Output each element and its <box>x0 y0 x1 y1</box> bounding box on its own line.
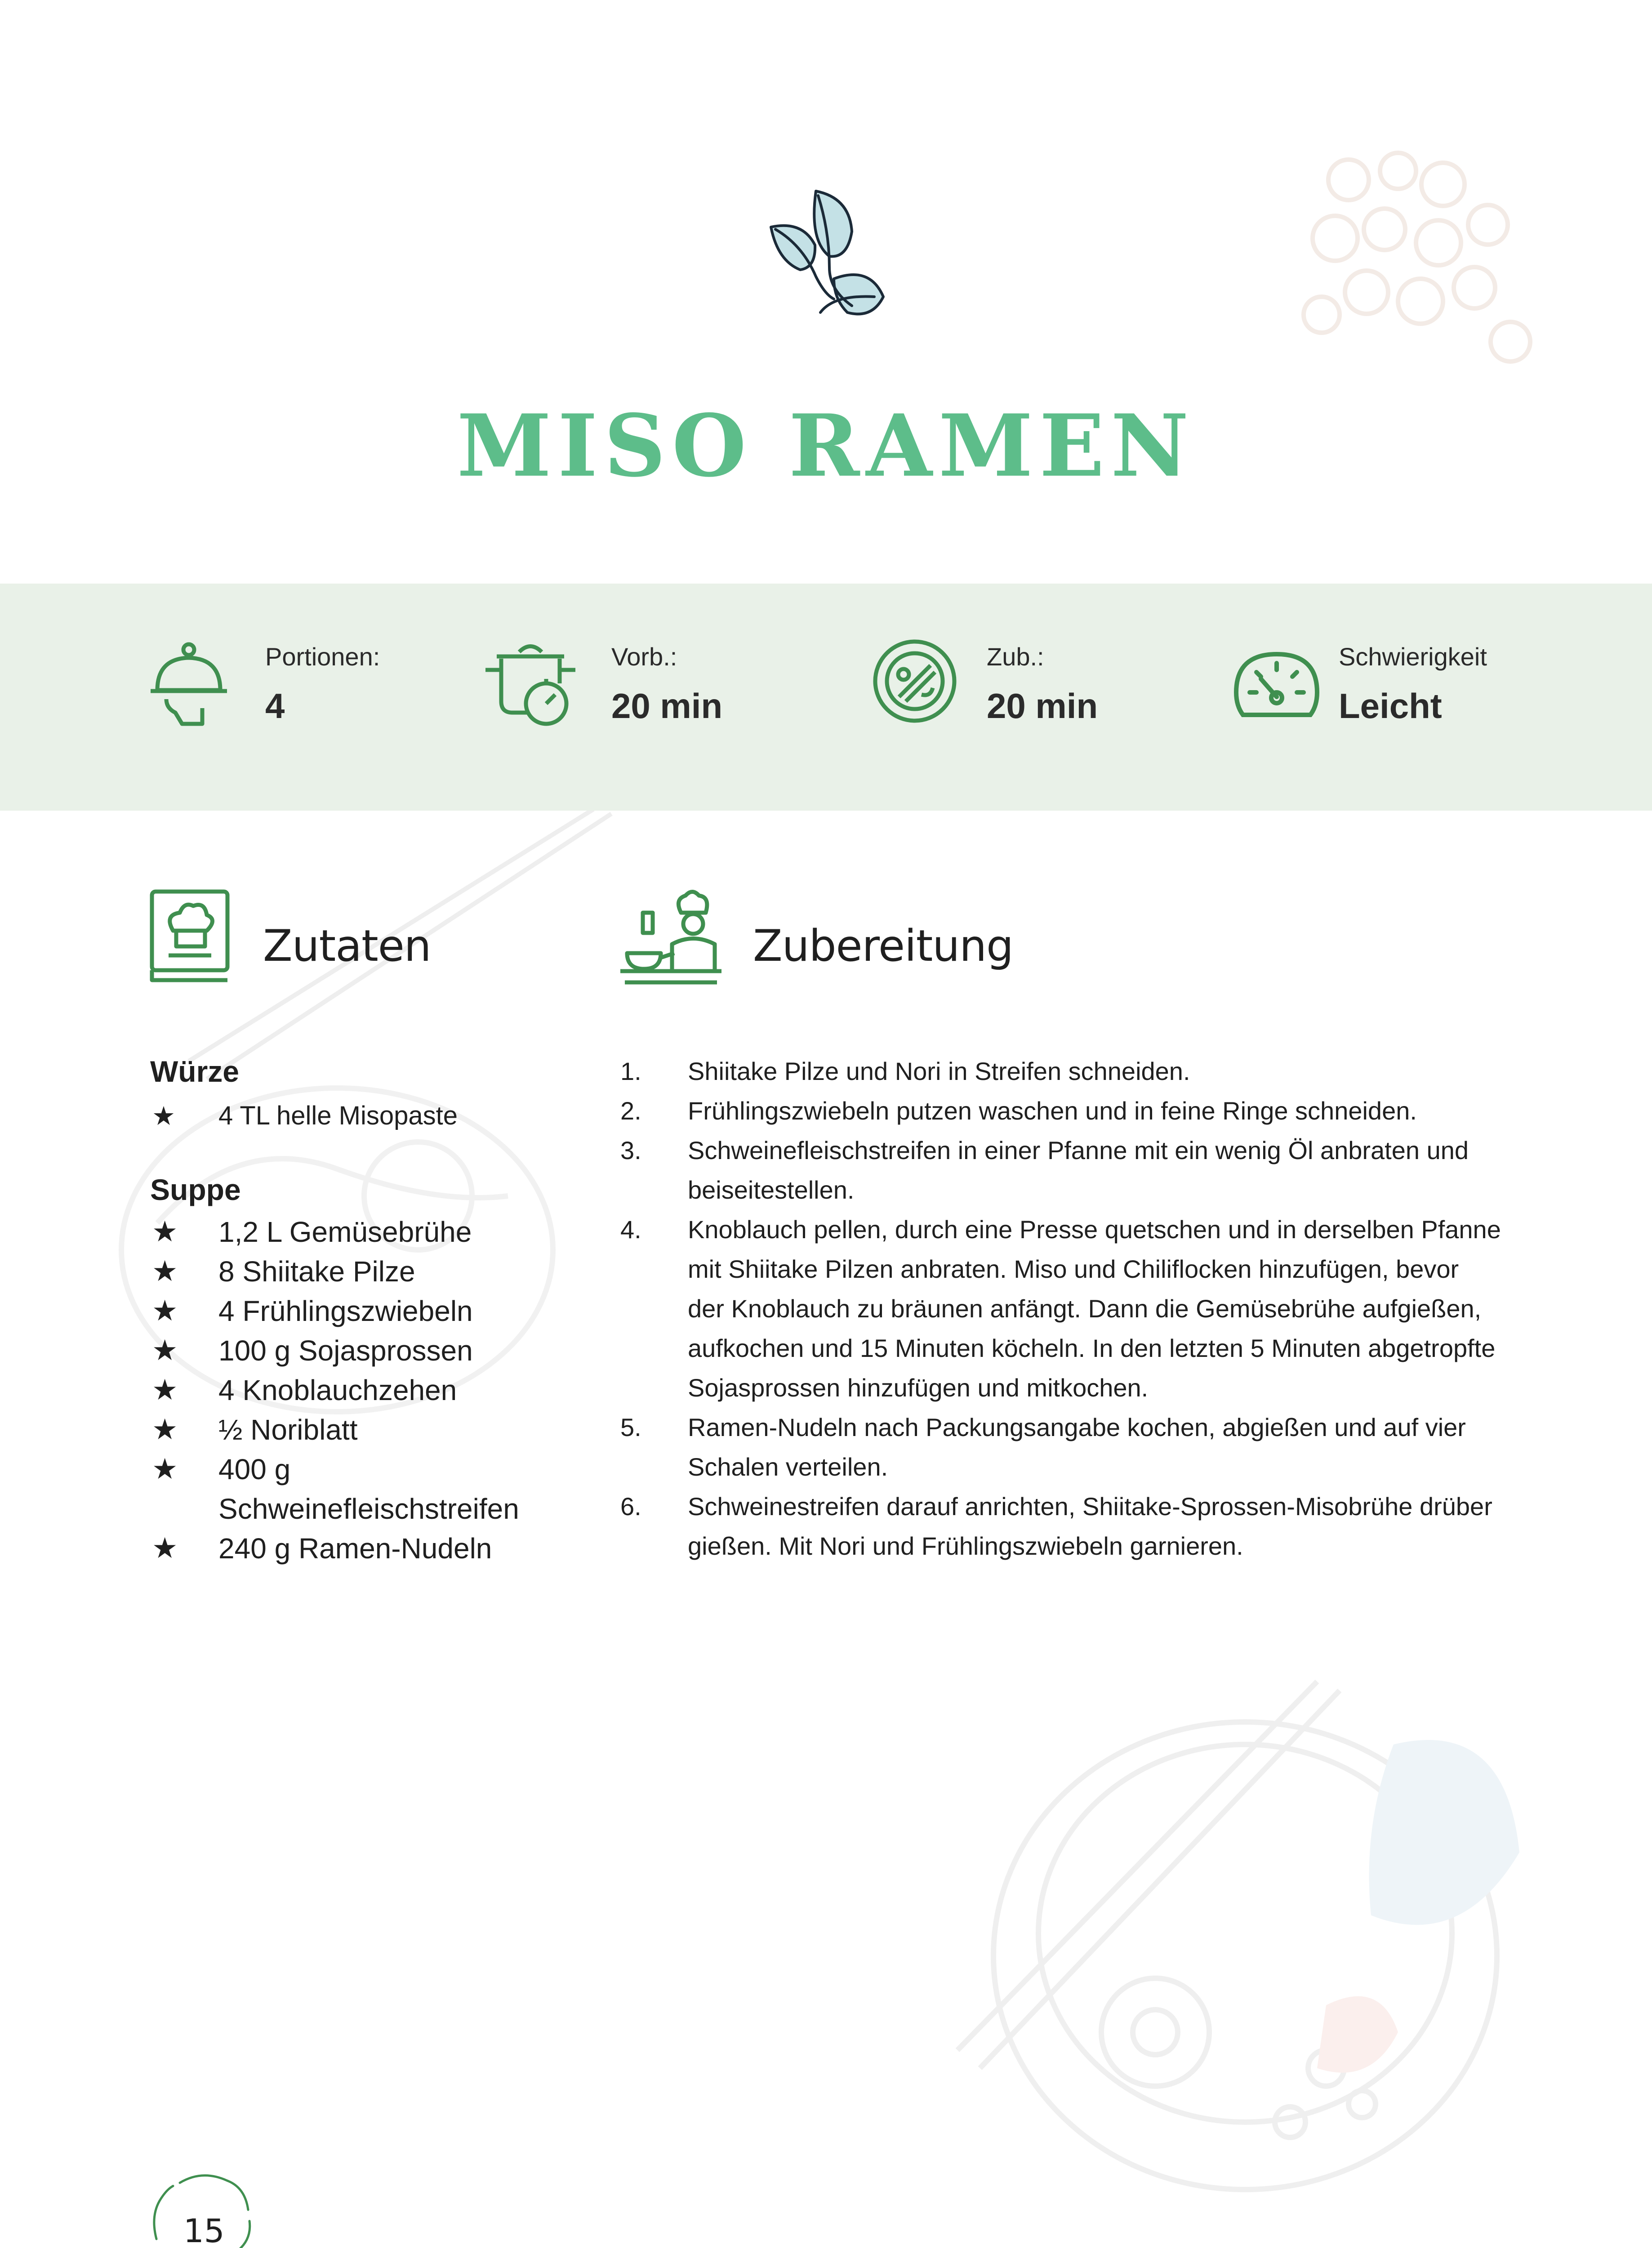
list-item <box>152 1096 557 1136</box>
step-number: 6. <box>620 1492 641 1521</box>
star-bullet-icon: ★ <box>152 1215 178 1249</box>
ingredient-group-title: Würze <box>150 1055 239 1088</box>
star-bullet-icon: ★ <box>152 1374 178 1407</box>
star-bullet-icon: ★ <box>152 1294 178 1328</box>
step-number: 3. <box>620 1136 641 1164</box>
star-bullet-icon: ★ <box>152 1532 178 1565</box>
ramen-bowl-decoration <box>922 1664 1573 2226</box>
star-bullet-icon: ★ <box>152 1101 175 1131</box>
cloche-icon <box>148 641 229 726</box>
chef-book-icon <box>148 888 232 985</box>
ingredient-text: 1,2 L Gemüsebrühe <box>218 1216 472 1248</box>
step-text: Ramen-Nudeln nach Packungsangabe kochen, abgießen und auf vier Schalen verteilen. <box>688 1413 1466 1481</box>
page-number: 15 <box>183 2212 225 2248</box>
step-number: 1. <box>620 1057 641 1085</box>
ingredient-text: 4 Frühlingszwiebeln <box>218 1295 473 1327</box>
list-item <box>152 1529 539 1568</box>
list-item <box>620 1487 1501 1566</box>
list-item <box>620 1052 1501 1091</box>
chef-cooking-icon <box>618 886 724 987</box>
ingredient-list-wuerze <box>152 1096 557 1136</box>
leaf-logo-icon <box>762 178 888 326</box>
servings-value: 4 <box>265 686 285 726</box>
step-text: Schweinestreifen darauf anrichten, Shiitake-Sprossen-Misobrühe drüber gießen. Mit Nori und Frühlingszwiebeln garnieren. <box>688 1492 1492 1560</box>
difficulty-value: Leicht <box>1339 686 1442 726</box>
preparation-steps <box>620 1052 1501 1566</box>
ingredients-heading: Zutaten <box>263 921 431 971</box>
list-item <box>620 1091 1501 1131</box>
list-item <box>152 1291 539 1331</box>
cook-value: 20 min <box>987 686 1098 726</box>
list-item <box>152 1212 539 1252</box>
step-text: Schweinefleischstreifen in einer Pfanne mit ein wenig Öl anbraten und beiseitestellen. <box>688 1136 1469 1204</box>
ingredient-text: 100 g Sojasprossen <box>218 1334 473 1367</box>
step-number: 2. <box>620 1097 641 1125</box>
difficulty-label: Schwierigkeit <box>1339 642 1487 671</box>
list-item <box>620 1131 1501 1210</box>
step-number: 4. <box>620 1215 641 1244</box>
ingredient-text: 8 Shiitake Pilze <box>218 1255 415 1288</box>
prep-label: Vorb.: <box>611 642 677 671</box>
step-number: 5. <box>620 1413 641 1441</box>
star-bullet-icon: ★ <box>152 1453 178 1486</box>
list-item <box>152 1252 539 1291</box>
list-item <box>620 1408 1501 1487</box>
servings-label: Portionen: <box>265 642 380 671</box>
list-item <box>620 1210 1501 1408</box>
pot-timer-icon <box>483 638 578 728</box>
step-text: Knoblauch pellen, durch eine Presse quetschen und in derselben Pfanne mit Shiitake Pilzen anbraten. Miso und Chiliflocken hinzufügen, bevor der Knoblauch zu bräunen anfängt. Dann die Gemüsebrühe aufgießen, aufkochen und 15 Minuten köcheln. In den letzten 5 Minuten abgetropfte Sojasprossen hinzufügen und mitkochen. <box>688 1215 1501 1402</box>
star-bullet-icon: ★ <box>152 1334 178 1367</box>
star-bullet-icon: ★ <box>152 1255 178 1288</box>
noodle-decoration <box>1295 144 1564 396</box>
list-item <box>152 1331 539 1370</box>
star-bullet-icon: ★ <box>152 1413 178 1446</box>
ingredient-text: ½ Noriblatt <box>218 1414 358 1446</box>
ingredient-text: 240 g Ramen-Nudeln <box>218 1532 492 1565</box>
cook-label: Zub.: <box>987 642 1044 671</box>
ingredient-text: 4 Knoblauchzehen <box>218 1374 457 1406</box>
recipe-title: MISO RAMEN <box>457 396 1195 496</box>
list-item <box>152 1450 519 1529</box>
plate-icon <box>872 638 957 724</box>
step-text: Shiitake Pilze und Nori in Streifen schneiden. <box>688 1057 1190 1085</box>
ingredient-group-title: Suppe <box>150 1173 241 1206</box>
gauge-icon <box>1234 647 1319 724</box>
ingredient-text: 400 g Schweinefleischstreifen <box>218 1453 519 1525</box>
ingredient-list-suppe <box>152 1212 539 1568</box>
step-text: Frühlingszwiebeln putzen waschen und in feine Ringe schneiden. <box>688 1097 1417 1125</box>
list-item <box>152 1410 539 1450</box>
preparation-heading: Zubereitung <box>753 921 1013 971</box>
list-item <box>152 1370 539 1410</box>
prep-value: 20 min <box>611 686 723 726</box>
ingredient-text: 4 TL helle Misopaste <box>218 1101 458 1130</box>
